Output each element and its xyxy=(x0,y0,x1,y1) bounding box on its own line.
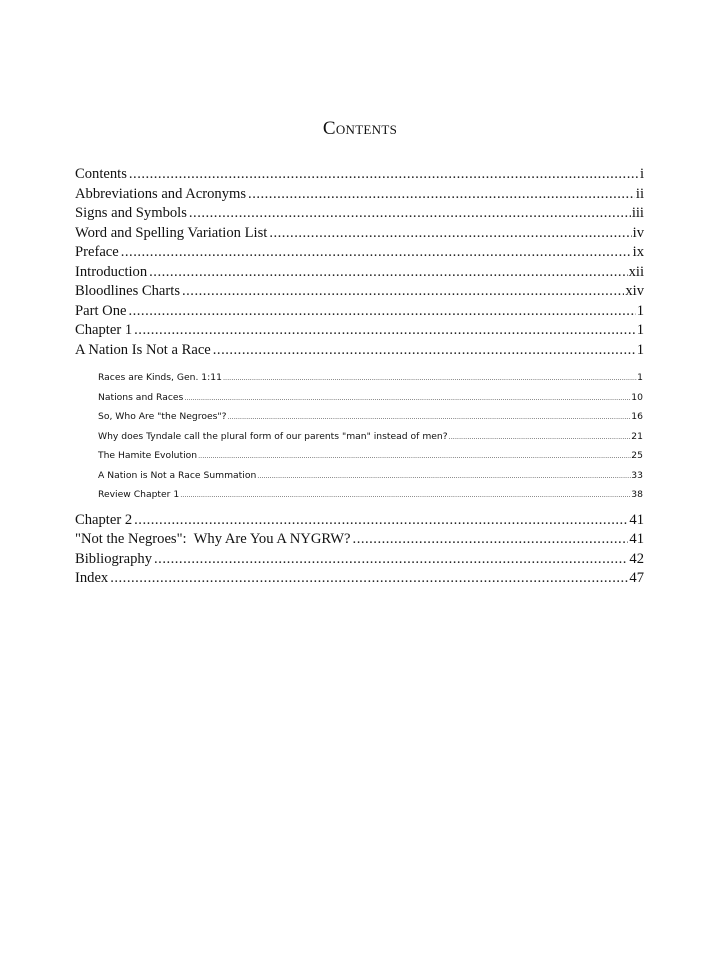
toc-subentry-tyndale[interactable] xyxy=(98,430,643,444)
toc-entry-label: A Nation is Not a Race Summation xyxy=(98,469,257,481)
dot-leader xyxy=(189,204,631,223)
toc-entry-page: 16 xyxy=(631,411,643,422)
dot-leader xyxy=(228,410,632,424)
dot-leader xyxy=(149,263,627,282)
toc-entry-signs-symbols[interactable] xyxy=(75,204,644,223)
toc-entry-label: Preface xyxy=(75,244,119,260)
toc-entry-label: Part One xyxy=(75,302,127,319)
toc-entry-part-one[interactable] xyxy=(75,302,644,321)
toc-entry-page: 33 xyxy=(631,469,643,481)
toc-entry-introduction[interactable] xyxy=(75,263,644,282)
dot-leader xyxy=(184,391,631,405)
toc-subentry-summation[interactable] xyxy=(98,469,643,483)
toc-entry-bibliography[interactable] xyxy=(75,550,644,569)
dot-leader xyxy=(121,243,632,262)
dot-leader xyxy=(213,341,636,360)
toc-entry-label: Chapter 2 xyxy=(75,511,133,528)
toc-entry-label: Chapter 1 xyxy=(75,322,133,338)
toc-entry-page: 1 xyxy=(636,302,644,319)
dot-leader xyxy=(128,302,635,321)
dot-leader xyxy=(269,224,631,243)
toc-subentry-review-chapter-1[interactable] xyxy=(98,488,643,502)
dot-leader xyxy=(449,430,632,444)
toc-entry-page: 25 xyxy=(631,450,643,461)
toc-entry-bloodlines-charts[interactable] xyxy=(75,282,644,301)
toc-entry-page: 47 xyxy=(629,570,644,586)
dot-leader xyxy=(198,449,631,463)
toc-entry-page: 41 xyxy=(629,531,644,547)
toc-entry-page: xii xyxy=(628,263,644,280)
toc-entry-label: Abbreviations and Acronyms xyxy=(75,185,247,202)
toc-entry-label: Contents xyxy=(75,166,127,182)
toc-entry-page: xiv xyxy=(625,283,644,299)
toc-entry-label: Introduction xyxy=(75,263,148,280)
toc-subentry-hamite-evolution[interactable] xyxy=(98,449,643,463)
toc-entry-label: Signs and Symbols xyxy=(75,205,187,221)
toc-entry-page: ii xyxy=(635,185,644,202)
toc-entry-label: Races are Kinds, Gen. 1:11 xyxy=(98,372,222,383)
toc-subentry-who-are-negroes[interactable] xyxy=(98,410,643,424)
toc-entry-page: 42 xyxy=(629,550,644,567)
dot-leader xyxy=(154,550,628,569)
toc-subentry-races-are-kinds[interactable] xyxy=(98,371,643,385)
dot-leader xyxy=(182,282,624,301)
toc-entry-label: Why does Tyndale call the plural form of our parents "man" instead of men? xyxy=(98,430,448,442)
toc-entry-label: "Not the Negroes": Why Are You A NYGRW? xyxy=(75,531,351,547)
toc-entry-page: iv xyxy=(632,224,644,241)
dot-leader xyxy=(110,569,628,588)
toc-entry-label: Review Chapter 1 xyxy=(98,489,180,500)
toc-entry-abbreviations[interactable] xyxy=(75,185,644,204)
dot-leader xyxy=(129,165,639,184)
toc-entry-page: 1 xyxy=(637,372,643,383)
toc-subentry-nations-and-races[interactable] xyxy=(98,391,643,405)
dot-leader xyxy=(134,511,628,530)
toc-entry-label: Bloodlines Charts xyxy=(75,283,180,299)
toc-entry-nation-not-race[interactable] xyxy=(75,341,644,360)
toc-entry-page: 1 xyxy=(636,341,644,358)
toc-entry-not-the-negroes[interactable] xyxy=(75,530,644,549)
toc-entry-chapter-1[interactable] xyxy=(75,321,644,340)
toc-entry-label: The Hamite Evolution xyxy=(98,450,198,461)
toc-entry-contents[interactable] xyxy=(75,165,644,184)
toc-entry-label: Index xyxy=(75,570,109,586)
toc-entry-index[interactable] xyxy=(75,569,644,588)
toc-entry-label: Word and Spelling Variation List xyxy=(75,224,268,241)
dot-leader xyxy=(248,185,635,204)
toc-entry-page: 10 xyxy=(631,391,643,403)
page-title: Contents xyxy=(322,118,398,139)
dot-leader xyxy=(134,321,636,340)
toc-entry-label: So, Who Are "the Negroes"? xyxy=(98,411,227,422)
toc-entry-chapter-2[interactable] xyxy=(75,511,644,530)
toc-entry-word-spelling[interactable] xyxy=(75,224,644,243)
toc-entry-page: 41 xyxy=(629,511,644,528)
toc-entry-label: Nations and Races xyxy=(98,391,184,403)
dot-leader xyxy=(257,469,631,483)
toc-entry-page: 21 xyxy=(631,430,643,442)
dot-leader xyxy=(223,371,637,385)
toc-entry-page: 1 xyxy=(636,322,644,338)
toc-entry-page: iii xyxy=(631,205,644,221)
toc-entry-page: ix xyxy=(632,244,644,260)
toc-entry-preface[interactable] xyxy=(75,243,644,262)
toc-entry-page: i xyxy=(639,166,644,182)
toc-entry-label: A Nation Is Not a Race xyxy=(75,341,211,358)
dot-leader xyxy=(353,530,629,549)
dot-leader xyxy=(180,488,631,502)
toc-entry-page: 38 xyxy=(631,489,643,500)
toc-entry-label: Bibliography xyxy=(75,550,153,567)
